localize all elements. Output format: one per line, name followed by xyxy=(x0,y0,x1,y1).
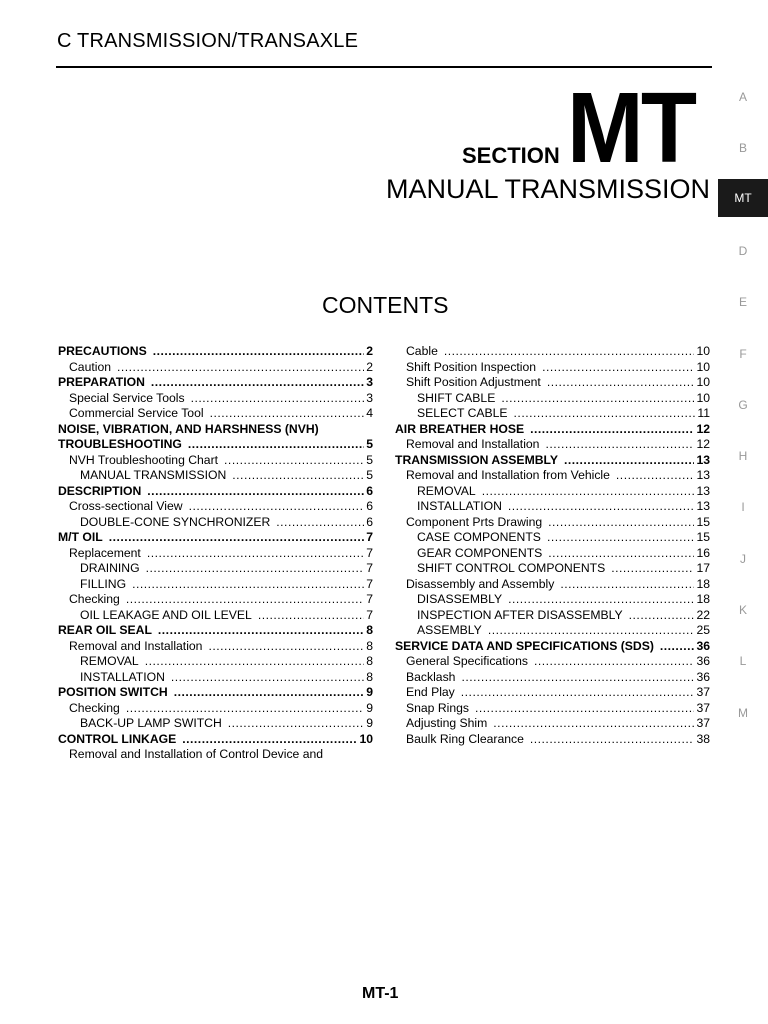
toc-entry-page: 38 xyxy=(696,731,710,746)
toc-entry-page: 9 xyxy=(366,700,373,715)
toc-entry[interactable] xyxy=(58,499,373,515)
toc-entry-page: 8 xyxy=(366,638,373,653)
toc-entry-label: Shift Position Adjustment xyxy=(406,375,541,389)
section-tab-m[interactable]: M xyxy=(738,705,748,720)
toc-entry-page: 3 xyxy=(366,390,373,405)
toc-entry-label: M/T OIL xyxy=(58,530,103,544)
toc-entry-label: DISASSEMBLY xyxy=(417,592,503,606)
toc-entry[interactable] xyxy=(395,670,710,686)
toc-entry[interactable] xyxy=(58,437,373,453)
toc-entry-label: INSTALLATION xyxy=(417,499,502,513)
section-name: MANUAL TRANSMISSION xyxy=(386,174,711,204)
toc-entry-page: 12 xyxy=(696,437,710,451)
toc-entry-label: POSITION SWITCH xyxy=(58,685,168,699)
toc-leader-dots xyxy=(126,701,364,715)
toc-entry[interactable] xyxy=(58,592,373,608)
toc-entry-page: 36 xyxy=(696,669,710,684)
toc-entry-label: DRAINING xyxy=(80,561,140,575)
toc-entry-label: REAR OIL SEAL xyxy=(58,623,152,637)
toc-entry-label: Removal and Installation from Vehicle xyxy=(406,468,610,482)
toc-entry-page: 2 xyxy=(366,344,373,358)
toc-entry-page: 37 xyxy=(696,700,710,715)
toc-entry-page: 7 xyxy=(366,576,373,591)
toc-leader-dots xyxy=(109,530,365,544)
toc-leader-dots xyxy=(191,391,365,405)
toc-entry-page: 15 xyxy=(696,530,710,544)
toc-entry-label: General Specifications xyxy=(406,654,528,668)
toc-entry-page: 2 xyxy=(366,359,373,374)
toc-entry-page: 13 xyxy=(696,452,710,467)
toc-entry-page: 10 xyxy=(359,731,373,746)
toc-entry-page: 5 xyxy=(366,452,373,467)
toc-entry-page: 6 xyxy=(366,483,373,498)
toc-leader-dots xyxy=(126,592,364,606)
toc-leader-dots xyxy=(146,561,365,575)
toc-entry-label: TROUBLESHOOTING xyxy=(58,437,182,451)
toc-leader-dots xyxy=(151,375,364,389)
contents-heading: CONTENTS xyxy=(322,292,449,318)
header-rule xyxy=(56,66,712,68)
toc-entry-label: Replacement xyxy=(69,545,141,560)
toc-left-column xyxy=(58,344,373,763)
toc-entry-page: 7 xyxy=(366,607,373,622)
toc-entry-page: 9 xyxy=(366,716,373,730)
toc-leader-dots xyxy=(482,484,695,498)
toc-entry-label: Adjusting Shim xyxy=(406,716,488,730)
toc-entry[interactable] xyxy=(395,608,710,624)
toc-leader-dots xyxy=(545,437,694,451)
toc-entry-page: 18 xyxy=(696,592,710,606)
toc-entry-label: Cable xyxy=(406,344,438,358)
toc-entry-page: 16 xyxy=(696,545,710,560)
toc-entry-label: Checking xyxy=(69,700,120,715)
toc-leader-dots xyxy=(488,623,695,637)
section-tab-g[interactable]: G xyxy=(738,397,748,412)
running-header: C TRANSMISSION/TRANSAXLE xyxy=(57,30,359,52)
toc-entry-page: 36 xyxy=(696,654,710,668)
toc-entry[interactable] xyxy=(395,577,710,593)
section-tab-h[interactable]: H xyxy=(738,449,748,464)
toc-leader-dots xyxy=(147,546,364,560)
toc-entry-page: 15 xyxy=(696,514,710,529)
toc-entry-label: SHIFT CABLE xyxy=(417,390,496,405)
toc-leader-dots xyxy=(616,468,695,482)
toc-leader-dots xyxy=(276,515,364,529)
toc-leader-dots xyxy=(542,360,694,374)
toc-entry[interactable] xyxy=(58,391,373,407)
toc-entry[interactable] xyxy=(395,499,710,515)
toc-leader-dots xyxy=(508,592,694,606)
toc-leader-dots xyxy=(548,546,694,560)
toc-entry-label: PRECAUTIONS xyxy=(58,344,147,358)
toc-entry-page: 3 xyxy=(366,375,373,389)
toc-entry-label: Shift Position Inspection xyxy=(406,359,537,374)
toc-entry-page: 5 xyxy=(366,437,373,451)
toc-leader-dots xyxy=(660,639,695,653)
toc-leader-dots xyxy=(508,499,695,513)
toc-right-column xyxy=(395,344,710,747)
toc-entry-label: FILLING xyxy=(80,576,127,591)
toc-entry-label: PREPARATION xyxy=(58,375,145,389)
toc-entry-page: 9 xyxy=(366,685,373,699)
toc-entry[interactable] xyxy=(58,546,373,562)
toc-entry-page: 22 xyxy=(696,607,710,622)
section-tab-b[interactable]: B xyxy=(738,141,747,156)
toc-entry[interactable] xyxy=(58,453,373,469)
toc-entry-page: 12 xyxy=(696,421,710,436)
toc-entry-page: 8 xyxy=(366,654,373,668)
toc-leader-dots xyxy=(174,685,365,699)
section-tab-k[interactable]: K xyxy=(738,603,747,617)
toc-entry-label: SELECT CABLE xyxy=(417,406,508,420)
toc-entry[interactable] xyxy=(395,515,710,531)
toc-entry[interactable] xyxy=(395,654,710,670)
toc-entry-page: 18 xyxy=(696,576,710,591)
toc-entry-label: MANUAL TRANSMISSION xyxy=(80,468,227,482)
toc-entry[interactable] xyxy=(58,670,373,686)
toc-entry[interactable] xyxy=(58,406,373,422)
toc-entry[interactable] xyxy=(395,623,710,639)
toc-entry-label: NOISE, VIBRATION, AND HARSHNESS (NVH) xyxy=(58,421,319,436)
toc-entry[interactable] xyxy=(395,701,710,717)
toc-entry[interactable] xyxy=(58,515,373,531)
toc-leader-dots xyxy=(444,344,695,358)
toc-leader-dots xyxy=(153,344,365,358)
toc-entry[interactable] xyxy=(395,530,710,546)
toc-leader-dots xyxy=(548,515,694,529)
toc-leader-dots xyxy=(461,685,695,699)
toc-leader-dots xyxy=(501,391,694,405)
toc-entry-label: Commercial Service Tool xyxy=(69,406,204,420)
toc-entry-label: AIR BREATHER HOSE xyxy=(395,421,525,436)
toc-entry-page: 13 xyxy=(696,499,710,513)
toc-entry[interactable] xyxy=(395,391,710,407)
toc-leader-dots xyxy=(171,670,364,684)
toc-entry-label: GEAR COMPONENTS xyxy=(417,545,543,560)
toc-entry-label: NVH Troubleshooting Chart xyxy=(69,452,219,467)
toc-leader-dots xyxy=(132,577,364,591)
toc-entry-page: 10 xyxy=(696,390,710,405)
toc-entry[interactable] xyxy=(395,360,710,376)
toc-entry[interactable] xyxy=(395,484,710,500)
toc-entry-label: Disassembly and Assembly xyxy=(406,576,555,591)
toc-leader-dots xyxy=(560,577,694,591)
toc-entry[interactable] xyxy=(395,422,710,438)
toc-entry[interactable] xyxy=(395,453,710,469)
toc-entry-page: 6 xyxy=(366,514,373,529)
toc-entry-label: Checking xyxy=(69,592,120,606)
toc-leader-dots xyxy=(564,453,694,467)
toc-entry-page: 13 xyxy=(696,483,710,498)
toc-entry-page: 11 xyxy=(697,406,710,420)
toc-entry-page: 17 xyxy=(696,561,710,575)
toc-entry[interactable] xyxy=(58,344,373,360)
toc-entry-label: Special Service Tools xyxy=(69,390,185,405)
toc-entry[interactable] xyxy=(395,685,710,701)
toc-entry-label: CASE COMPONENTS xyxy=(417,530,541,544)
toc-entry-label: OIL LEAKAGE AND OIL LEVEL xyxy=(80,607,252,622)
toc-entry[interactable] xyxy=(58,468,373,484)
toc-entry-page: 6 xyxy=(366,499,373,513)
toc-entry[interactable] xyxy=(58,747,373,763)
toc-entry[interactable] xyxy=(395,716,710,732)
toc-entry[interactable] xyxy=(58,639,373,655)
toc-entry-label: TRANSMISSION ASSEMBLY xyxy=(395,452,558,467)
toc-entry[interactable] xyxy=(58,484,373,500)
toc-leader-dots xyxy=(158,623,364,637)
toc-entry-label: REMOVAL xyxy=(80,654,139,668)
toc-entry-label: INSPECTION AFTER DISASSEMBLY xyxy=(417,607,623,622)
toc-entry[interactable] xyxy=(395,561,710,577)
toc-entry-label: REMOVAL xyxy=(417,483,476,498)
toc-leader-dots xyxy=(514,406,696,420)
section-word: SECTION xyxy=(462,143,560,168)
toc-entry[interactable] xyxy=(395,344,710,360)
page-number: MT-1 xyxy=(362,985,399,1002)
toc-leader-dots xyxy=(611,561,694,575)
toc-entry-label: DESCRIPTION xyxy=(58,483,142,498)
toc-leader-dots xyxy=(547,375,695,389)
toc-entry-page: 4 xyxy=(366,406,373,420)
toc-entry-page: 7 xyxy=(366,561,373,575)
toc-entry-page: 8 xyxy=(366,623,373,637)
toc-entry-label: SERVICE DATA AND SPECIFICATIONS (SDS) xyxy=(395,638,654,653)
toc-leader-dots xyxy=(182,732,357,746)
toc-entry-label: Component Prts Drawing xyxy=(406,514,543,529)
toc-entry-label: BACK-UP LAMP SWITCH xyxy=(80,716,222,730)
toc-entry-label: Snap Rings xyxy=(406,700,470,715)
toc-entry[interactable] xyxy=(395,592,710,608)
toc-entry-page: 37 xyxy=(696,685,710,699)
toc-entry[interactable] xyxy=(395,546,710,562)
toc-leader-dots xyxy=(530,422,694,436)
toc-entry[interactable] xyxy=(58,530,373,546)
toc-entry-label: Caution xyxy=(69,359,112,374)
toc-entry[interactable] xyxy=(58,685,373,701)
toc-entry-label: Cross-sectional View xyxy=(69,499,183,513)
toc-entry[interactable] xyxy=(395,437,710,453)
section-tab-f[interactable]: F xyxy=(739,346,747,361)
toc-entry[interactable] xyxy=(395,732,710,748)
section-tab-a[interactable]: A xyxy=(738,90,747,104)
toc-entry-page: 36 xyxy=(696,638,710,653)
toc-leader-dots xyxy=(530,732,695,746)
toc-entry[interactable] xyxy=(58,577,373,593)
toc-entry-page: 10 xyxy=(696,344,710,358)
toc-entry-page: 7 xyxy=(366,530,373,544)
toc-entry-page: 13 xyxy=(696,468,710,482)
toc-leader-dots xyxy=(210,406,365,420)
section-tab-mt[interactable]: MT xyxy=(718,179,768,217)
toc-leader-dots xyxy=(534,654,694,668)
toc-entry[interactable] xyxy=(395,468,710,484)
toc-entry-label: Baulk Ring Clearance xyxy=(406,731,524,746)
toc-entry-page: 25 xyxy=(696,623,710,637)
toc-entry-page: 37 xyxy=(696,716,710,730)
section-tab-l[interactable]: L xyxy=(739,654,747,669)
toc-leader-dots xyxy=(493,716,694,730)
toc-leader-dots xyxy=(475,701,694,715)
toc-entry[interactable] xyxy=(58,608,373,624)
toc-leader-dots xyxy=(461,670,694,684)
toc-leader-dots xyxy=(547,530,695,544)
toc-entry-label: End Play xyxy=(406,685,455,699)
toc-entry-label: DOUBLE-CONE SYNCHRONIZER xyxy=(80,514,271,529)
toc-leader-dots xyxy=(188,437,364,451)
toc-leader-dots xyxy=(224,453,364,467)
section-code: MT xyxy=(567,72,695,184)
toc-entry-page: 10 xyxy=(696,375,710,389)
toc-leader-dots xyxy=(189,499,365,513)
toc-entry[interactable] xyxy=(395,406,710,422)
toc-entry[interactable] xyxy=(58,701,373,717)
toc-entry-label: INSTALLATION xyxy=(80,669,165,684)
toc-entry-label: CONTROL LINKAGE xyxy=(58,731,177,746)
toc-entry[interactable] xyxy=(58,732,373,748)
toc-entry-page: 7 xyxy=(366,592,373,606)
toc-entry[interactable] xyxy=(58,360,373,376)
toc-leader-dots xyxy=(147,484,364,498)
toc-leader-dots xyxy=(232,468,364,482)
toc-entry-label: Removal and Installation of Control Device and xyxy=(69,747,324,761)
toc-entry-label: Backlash xyxy=(406,669,456,684)
toc-leader-dots xyxy=(258,608,364,622)
toc-leader-dots xyxy=(208,639,364,653)
toc-entry[interactable] xyxy=(58,561,373,577)
toc-entry-label: Removal and Installation xyxy=(69,638,203,653)
toc-entry[interactable] xyxy=(395,375,710,391)
section-tab-i[interactable]: I xyxy=(741,500,745,515)
toc-entry-page: 5 xyxy=(366,468,373,482)
section-tab-d[interactable]: D xyxy=(738,243,748,258)
toc-entry-page: 7 xyxy=(366,545,373,560)
toc-entry-page: 8 xyxy=(366,669,373,684)
toc-leader-dots xyxy=(145,654,365,668)
section-tab-j[interactable]: J xyxy=(740,551,746,566)
toc-leader-dots xyxy=(228,716,364,730)
toc-entry-label: ASSEMBLY xyxy=(417,623,482,637)
toc-entry[interactable] xyxy=(395,639,710,655)
toc-leader-dots xyxy=(117,360,364,374)
toc-entry-label: SHIFT CONTROL COMPONENTS xyxy=(417,561,606,575)
section-tab-e[interactable]: E xyxy=(738,295,747,310)
toc-entry[interactable] xyxy=(58,623,373,639)
toc-entry-page: 10 xyxy=(696,359,710,374)
toc-entry[interactable] xyxy=(58,716,373,732)
toc-entry[interactable] xyxy=(58,375,373,391)
toc-entry-label: Removal and Installation xyxy=(406,437,540,451)
toc-entry[interactable] xyxy=(58,654,373,670)
toc-leader-dots xyxy=(629,608,695,622)
toc-entry[interactable] xyxy=(58,422,373,438)
